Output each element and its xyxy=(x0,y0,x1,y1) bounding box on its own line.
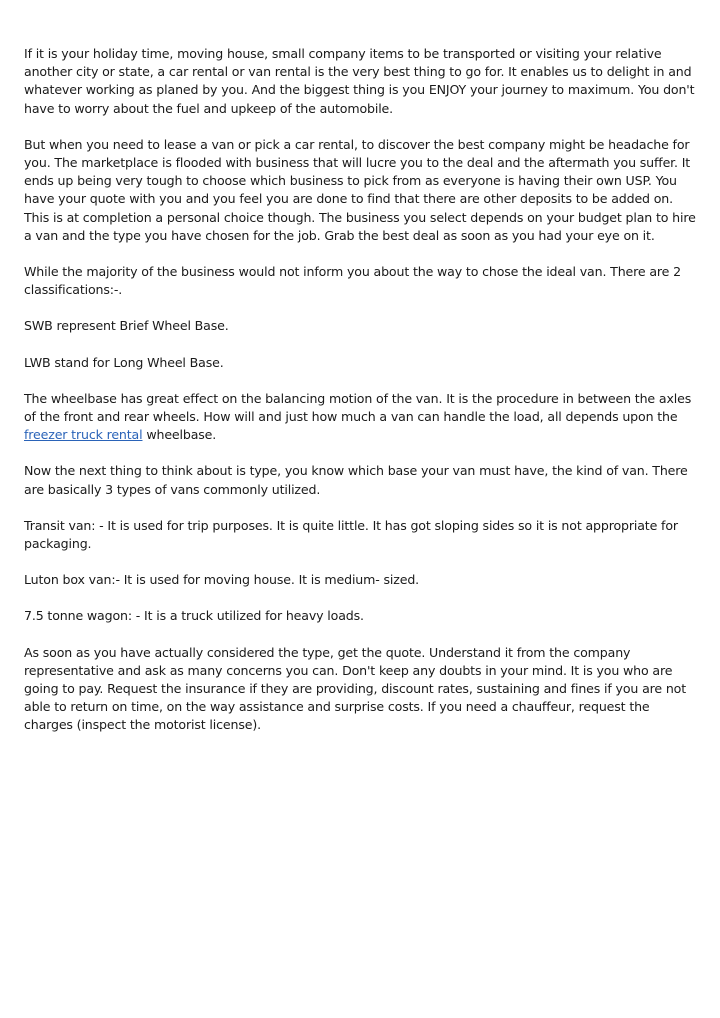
wheelbase-text-after: wheelbase. xyxy=(142,427,217,443)
wheelbase-text-before: The wheelbase has great effect on the balancing motion of the van. It is the procedure in between the axles of the front and rear wheels. How will and just how much a van can handle the load, all depends upon the xyxy=(24,390,692,425)
paragraph-wheelbase xyxy=(24,390,696,445)
paragraph-transit-van: Transit van: - It is used for trip purposes. It is quite little. It has got sloping sides so it is not appropriate for packaging. xyxy=(24,517,678,552)
paragraph-intro: If it is your holiday time, moving house, small company items to be transported or visiting your relative another city or state, a car rental or van rental is the very best thing to go for. It enables us to delight in and whatever working as planed by you. And the biggest thing is you ENJOY your journey to maximum. You don't have to worry about the fuel and upkeep of the automobile. xyxy=(24,46,695,116)
article-body xyxy=(24,45,696,753)
paragraph-swb: SWB represent Brief Wheel Base. xyxy=(24,318,229,334)
paragraph-quote-advice: As soon as you have actually considered the type, get the quote. Understand it from the company representative and ask as many concerns you can. Don't keep any doubts in your mind. It is you who are going to pay. Request the insurance if they are providing, discount rates, sustaining and fines if you are not able to return on time, on the way assistance and surprise costs. If you need a chauffeur, request the charges (inspect the motorist license). xyxy=(24,644,687,733)
paragraph-classifications: While the majority of the business would not inform you about the way to chose the ideal van. There are 2 classifications:-. xyxy=(24,264,681,298)
paragraph-tonne-wagon: 7.5 tonne wagon: - It is a truck utilized for heavy loads. xyxy=(24,608,364,624)
paragraph-van-types: Now the next thing to think about is type, you know which base your van must have, the kind of van. There are basically 3 types of vans commonly utilized. xyxy=(24,463,688,497)
paragraph-lwb: LWB stand for Long Wheel Base. xyxy=(24,354,224,370)
paragraph-luton-box-van: Luton box van:- It is used for moving house. It is medium- sized. xyxy=(24,572,420,588)
freezer-truck-rental-link[interactable]: freezer truck rental xyxy=(24,427,143,443)
paragraph-choosing-company: But when you need to lease a van or pick a car rental, to discover the best company might be headache for you. The marketplace is flooded with business that will lucre you to the deal and the aftermath you suffer. It ends up being very tough to choose which business to pick from as everyone is having their own USP. You have your quote with you and you feel you are done to find that there are other deposits to be added on. This is at completion a personal choice though. The business you select depends on your budget plan to hire a van and the type you have chosen for the job. Grab the best deal as soon as you had your eye on it. xyxy=(24,136,696,243)
